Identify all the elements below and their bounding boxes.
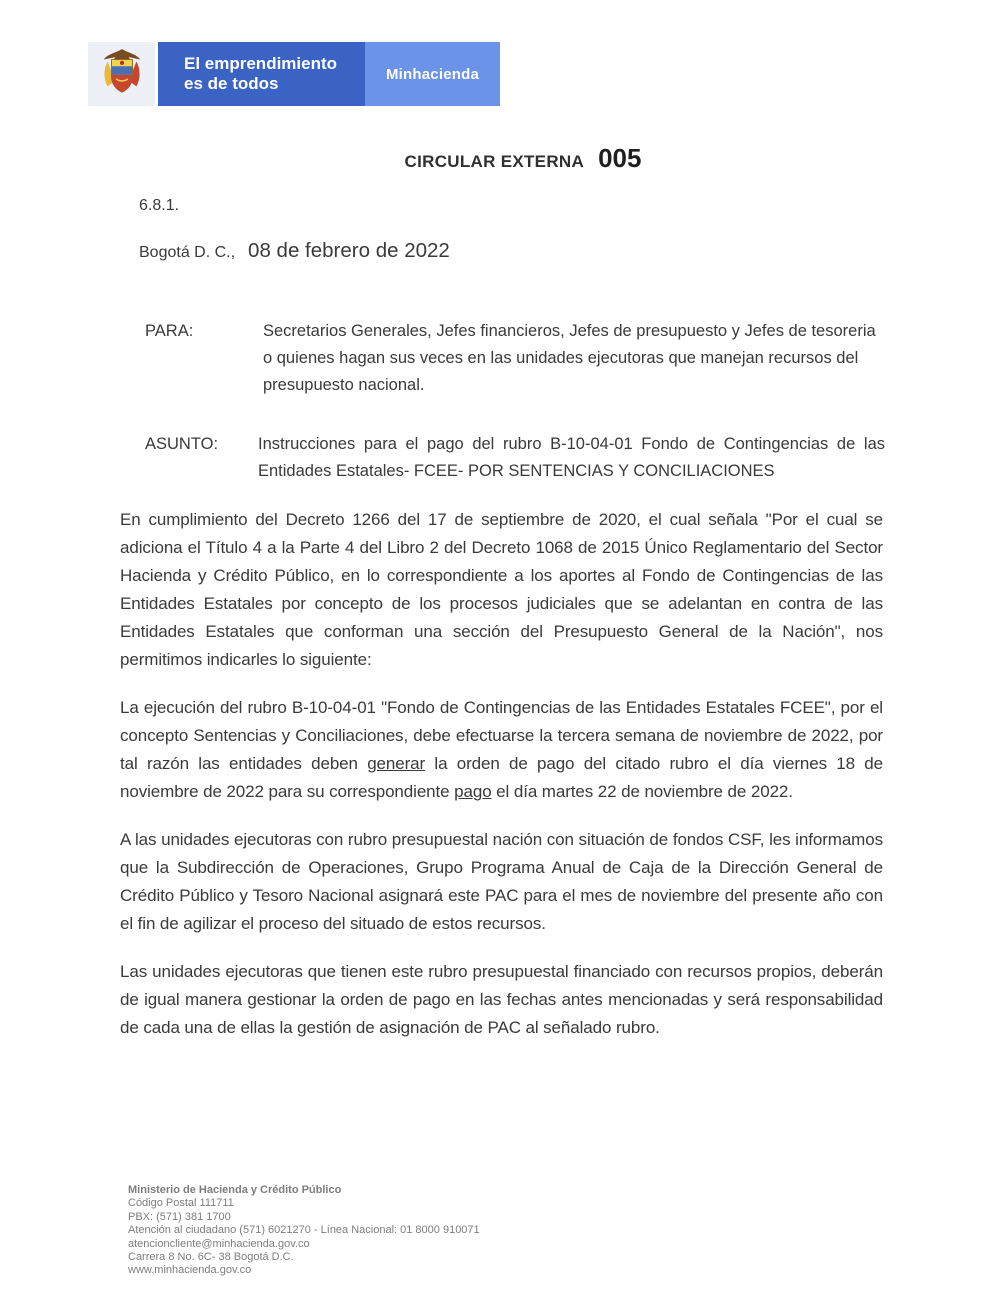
paragraph-3: A las unidades ejecutoras con rubro presupuestal nación con situación de fondos CSF, les informamos que la Subdirección de Operaciones, Grupo Programa Anual de Caja de la Dirección General de Crédito Público y Tesoro Nacional asignará este PAC para el mes de noviembre del presente año con el fin de agilizar el proceso del situado de estos recursos. (120, 830, 883, 933)
footer-postal-code: Código Postal 111711 (128, 1197, 234, 1210)
dateline-date: 08 de febrero de 2022 (248, 239, 450, 262)
colombia-coat-of-arms-box (88, 42, 155, 106)
colombia-coat-of-arms-icon (99, 47, 145, 102)
document-title-label: CIRCULAR EXTERNA (404, 152, 585, 171)
footer-email: atencioncliente@minhacienda.gov.co (128, 1237, 310, 1250)
footer-address: Carrera 8 No. 6C- 38 Bogotá D.C. (128, 1251, 294, 1264)
recipients-row (145, 318, 885, 399)
dateline-city: Bogotá D. C., (139, 244, 236, 261)
paragraph-4: Las unidades ejecutoras que tienen este rubro presupuestal financiado con recursos propios, deberán de igual manera gestionar la orden de pago en las fechas antes mencionadas y será responsabilidad de cada una de ellas la gestión de asignación de PAC al señalado rubro. (120, 962, 883, 1037)
subject-label: ASUNTO: (145, 435, 219, 453)
subject-text: Instrucciones para el pago del rubro B-10-04-01 Fondo de Contingencias de las Entidades Estatales- FCEE- POR SENTENCIAS Y CONCILIACIONES (258, 435, 885, 480)
footer-ministry-name: Ministerio de Hacienda y Crédito Público (128, 1184, 342, 1196)
header-brand-bar (88, 42, 500, 106)
minhacienda-brand: Minhacienda (365, 42, 500, 106)
footer-contact-block (128, 1184, 480, 1278)
reference-number: 6.8.1. (139, 197, 180, 214)
document-title (0, 143, 1000, 174)
footer-citizen-line: Atención al ciudadano (571) 6021270 - Línea Nacional: 01 8000 910071 (128, 1224, 480, 1237)
paragraph-1: En cumplimiento del Decreto 1266 del 17 de septiembre de 2020, el cual señala "Por el cual se adiciona el Título 4 a la Parte 4 del Libro 2 del Decreto 1068 de 2015 Único Reglamentario del Sector Hacienda y Crédito Público, en lo correspondiente a los aportes al Fondo de Contingencias de las Entidades Estatales por concepto de los procesos judiciales que se adelantan en contra de las Entidades Estatales que conforman una sección del Presupuesto General de la Nación", nos permitimos indicarles lo siguiente: (120, 510, 883, 669)
footer-pbx: PBX: (571) 381 1700 (128, 1210, 231, 1223)
footer-website: www.minhacienda.gov.co (128, 1264, 252, 1277)
gov-slogan (158, 42, 365, 106)
gov-slogan-line1: El emprendimiento (184, 54, 338, 73)
document-title-number: 005 (598, 143, 642, 173)
recipients-text: Secretarios Generales, Jefes financieros, Jefes de presupuesto y Jefes de tesoreria o quienes hagan sus veces en las unidades ejecutoras que manejan recursos del presupuesto nacional. (263, 322, 876, 394)
subject-row (145, 431, 885, 485)
paragraph-2: La ejecución del rubro B-10-04-01 "Fondo de Contingencias de las Entidades Estatales FCEE", por el concepto Sentencias y Conciliaciones, debe efectuarse la tercera semana de noviembre de 2022, por tal razón las entidades deben generar la orden de pago del citado rubro el día viernes 18 de noviembre de 2022 para su correspondiente pago el día martes 22 de noviembre de 2022. (120, 698, 883, 801)
body-text (120, 506, 883, 1062)
recipients-label: PARA: (145, 322, 194, 340)
gov-slogan-line2: es de todos (184, 74, 279, 93)
dateline (139, 239, 450, 263)
